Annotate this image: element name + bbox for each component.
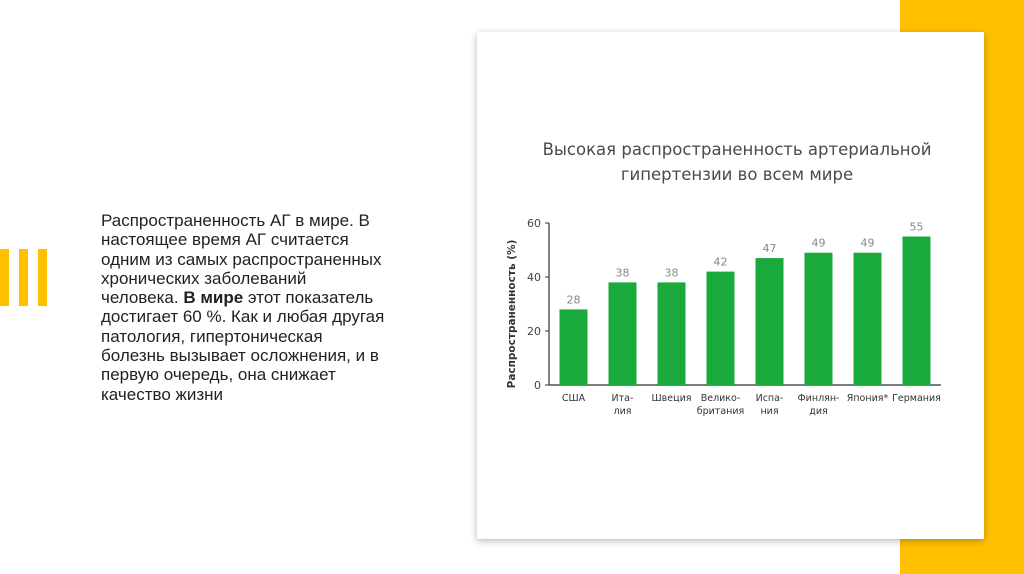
x-tick-label: США [561,393,586,404]
accent-stripe [19,249,28,306]
x-tick-label: Испа-ния [755,393,784,417]
bar-value-label: 38 [664,266,679,280]
x-tick-label: Германия [892,393,941,404]
slide-body-text [101,211,446,404]
bar [805,253,833,385]
body-text-part: Распространенность АГ в мире. В настоящее время АГ считается одним из самых распространенных хронических заболеваний человека. [101,211,382,308]
bar-chart [477,32,984,539]
x-tick-label: Швеция [651,393,692,404]
bar-value-label: 49 [860,236,875,250]
x-tick-label: Велико-британия [696,393,745,417]
body-text-bold: В мире [183,288,244,308]
body-text-part: этот показатель достигает 60 %. Как и любая другая патология, гипертоническая болезнь вызывает осложнения, и в первую очередь, она снижает качество жизни [101,288,385,404]
y-tick-label: 60 [527,217,541,230]
bar [560,309,588,385]
x-tick-label: Япония* [846,393,889,404]
y-tick-label: 20 [527,325,541,338]
bar-value-label: 42 [713,255,728,269]
bar [756,258,784,385]
x-tick-label: Ита-лия [611,393,634,417]
bar-value-label: 49 [811,236,826,250]
bar-value-label: 28 [566,293,581,307]
y-tick-label: 0 [534,379,541,392]
bar [658,282,686,385]
chart-title: Высокая распространенность артериальной гипертензии во всем мире [542,140,932,184]
chart-card [477,32,984,539]
accent-stripe [0,249,9,306]
accent-stripe [38,249,47,306]
bar [854,253,882,385]
bar-value-label: 55 [909,220,924,234]
y-axis-label: Распространенность (%) [506,239,518,389]
bar [707,272,735,385]
x-tick-label: Финлян-дия [797,393,840,417]
bar [903,237,931,386]
bar [609,282,637,385]
y-tick-label: 40 [527,271,541,284]
bar-value-label: 38 [615,266,630,280]
bar-value-label: 47 [762,242,777,256]
